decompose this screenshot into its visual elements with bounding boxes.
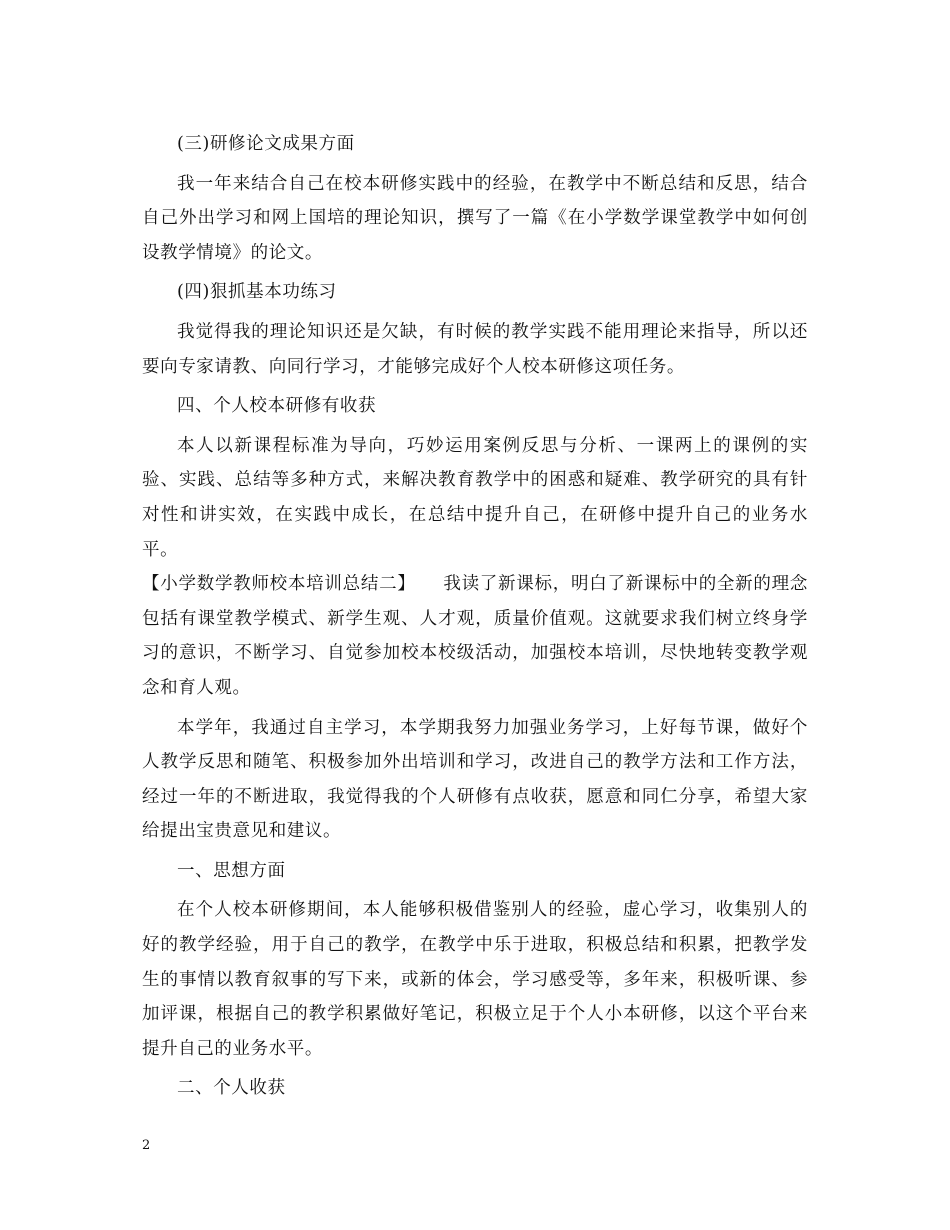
section-heading-personal-gains: 二、个人收获 bbox=[177, 1078, 286, 1099]
page-number: 2 bbox=[142, 1138, 151, 1153]
section-heading-thinking: 一、思想方面 bbox=[177, 860, 286, 881]
document-body bbox=[142, 127, 808, 1106]
paragraph-thinking: 在个人校本研修期间，本人能够积极借鉴别人的经验，虚心学习，收集别人的好的教学经验，用于自己的教学，在教学中乐于进取，积极总结和积累，把教学发生的事情以教育叙事的写下来，或新的体会，学习感受等，多年来，积极听课、参加评课，根据自己的教学积累做好笔记，积极立足于个人小本研修，以这个平台来提升自己的业务水平。 bbox=[142, 900, 808, 1059]
section-heading-research-papers: (三)研修论文成果方面 bbox=[177, 134, 355, 154]
paragraph-this-year: 本学年，我通过自主学习，本学期我努力加强业务学习，上好每节课，做好个人教学反思和随笔、积极参加外出培训和学习，改进自己的教学方法和工作方法，经过一年的不断进取，我觉得我的个人研修有点收获，愿意和同仁分享，希望大家给提出宝贵意见和建议。 bbox=[142, 717, 808, 842]
paragraph-gains: 本人以新课程标准为导向，巧妙运用案例反思与分析、一课两上的课例的实验、实践、总结等多种方式，来解决教育教学中的困惑和疑难、教学研究的具有针对性和讲实效，在实践中成长，在总结中提升自己，在研修中提升自己的业务水平。 bbox=[142, 435, 808, 560]
section-heading-gains: 四、个人校本研修有收获 bbox=[177, 396, 377, 417]
paragraph-summary-two: 【小学数学教师校本培训总结二】 我读了新课标，明白了新课标中的全新的理念包括有课堂教学模式、新学生观、人才观，质量价值观。这就要求我们树立终身学习的意识，不断学习、自觉参加校本校级活动，加强校本培训，尽快地转变教学观念和育人观。 bbox=[142, 574, 808, 698]
paragraph-research-papers: 我一年来结合自己在校本研修实践中的经验，在教学中不断总结和反思，结合自己外出学习和网上国培的理论知识，撰写了一篇《在小学数学课堂教学中如何创设教学情境》的论文。 bbox=[142, 173, 808, 263]
section-heading-basic-skills: (四)狠抓基本功练习 bbox=[177, 282, 337, 303]
paragraph-basic-skills: 我觉得我的理论知识还是欠缺，有时候的教学实践不能用理论来指导，所以还要向专家请教、向同行学习，才能够完成好个人校本研修这项任务。 bbox=[142, 321, 808, 377]
